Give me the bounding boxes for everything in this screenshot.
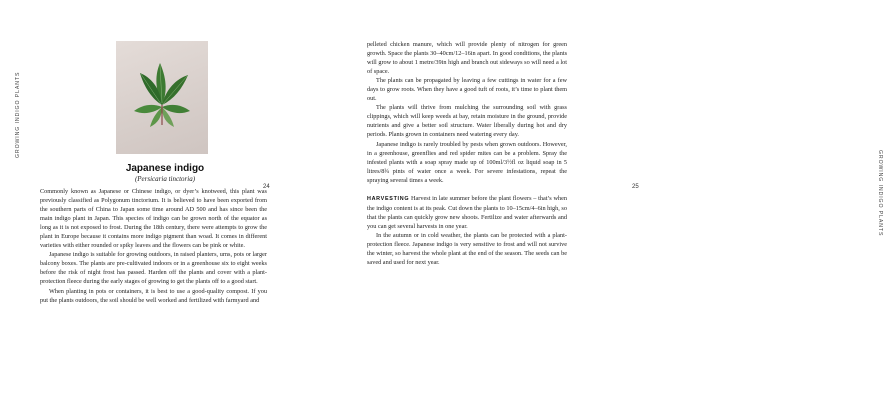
- running-head-left: GROWING INDIGO PLANTS: [15, 71, 21, 158]
- left-paragraph-1: Commonly known as Japanese or Chinese indigo, or dyer’s knotweed, this plant was previously classified as Polygonum tinctorium. It is believed to have been exported from the southern parts of China to Japan some time around AD 500 and has since been the main indigo plant in Japan. This species of indigo can be grown north of the equator as long as it is not exposed to frost. During the 18th century, there were attempts to grow the plant in Europe because it contains more indigo pigment than woad. It comes in different varieties with either rounded or spiky leaves and the flowers can be pink or white.: [40, 188, 267, 250]
- plant-latin-name: (Persicaria tinctoria): [134, 175, 196, 183]
- indigo-leaves-photo: [116, 41, 208, 154]
- left-paragraph-2: Japanese indigo is suitable for growing outdoors, in raised planters, urns, pots or larger balcony boxes. The plants are pre-cultivated indoors or in a greenhouse six to eight weeks before the risk of night frost has passed. Harden off the plants and cover with a plant-protection fleece during the early stages of growing to get the plants off to a good start.: [40, 251, 267, 286]
- harvesting-heading: HARVESTING: [367, 195, 410, 202]
- indigo-leaves-illustration: [116, 41, 208, 154]
- right-paragraph-1: pelleted chicken manure, which will provide plenty of nitrogen for green growth. Space the plants 30–40cm/12–16in apart. In good conditions, the plants will grow to about 1 metre/39in high and branch out sideways so will need a lot of space.: [367, 41, 567, 76]
- harvesting-text: Harvest in late summer before the plant flowers – that’s when the indigo content is at its peak. Cut down the plants to 10–15cm/4–6in high, so that the plants can quickly grow new shoots. Fertilize and water afterwards and you can get several harvests in one year.: [367, 194, 567, 230]
- harvesting-paragraph: [367, 194, 567, 231]
- left-paragraph-3: When planting in pots or containers, it is best to use a good-quality compost. If you put the plants outdoors, the soil should be well worked and fertilized with farmyard and: [40, 287, 267, 304]
- page-number-left: 24: [263, 184, 270, 190]
- right-paragraph-3: The plants will thrive from mulching the surrounding soil with grass clippings, which will keep weeds at bay, retain moisture in the ground, provide nutrients and give a better soil structure. Water liberally during hot and dry periods. Plants grown in containers need watering every day.: [367, 104, 567, 139]
- left-body-text: [40, 187, 267, 305]
- right-body-text: [367, 40, 567, 267]
- plant-title: Japanese indigo: [125, 163, 205, 174]
- left-page: [0, 0, 300, 417]
- closing-paragraph: In the autumn or in cold weather, the plants can be protected with a plant-protection fleece. Japanese indigo is very sensitive to frost and will not survive the winter, so harvest the whole plant at the end of the season. The seeds can be saved and used for next year.: [367, 231, 567, 267]
- page-number-right: 25: [632, 184, 639, 190]
- right-paragraph-4: Japanese indigo is rarely troubled by pests when grown outdoors. However, in a greenhouse, greenflies and red spider mites can be a problem. Spray the infested plants with a soap spray made up of 100ml/3½fl oz liquid soap in 5 litres/8¾ pints of water once a week. For severe infestations, repeat the spraying several times a week.: [367, 140, 567, 184]
- running-head-right: GROWING INDIGO PLANTS: [877, 150, 883, 237]
- right-paragraph-2: The plants can be propagated by leaving a few cuttings in water for a few days to grow roots. When they have a good tuft of roots, it’s time to plant them out.: [367, 77, 567, 103]
